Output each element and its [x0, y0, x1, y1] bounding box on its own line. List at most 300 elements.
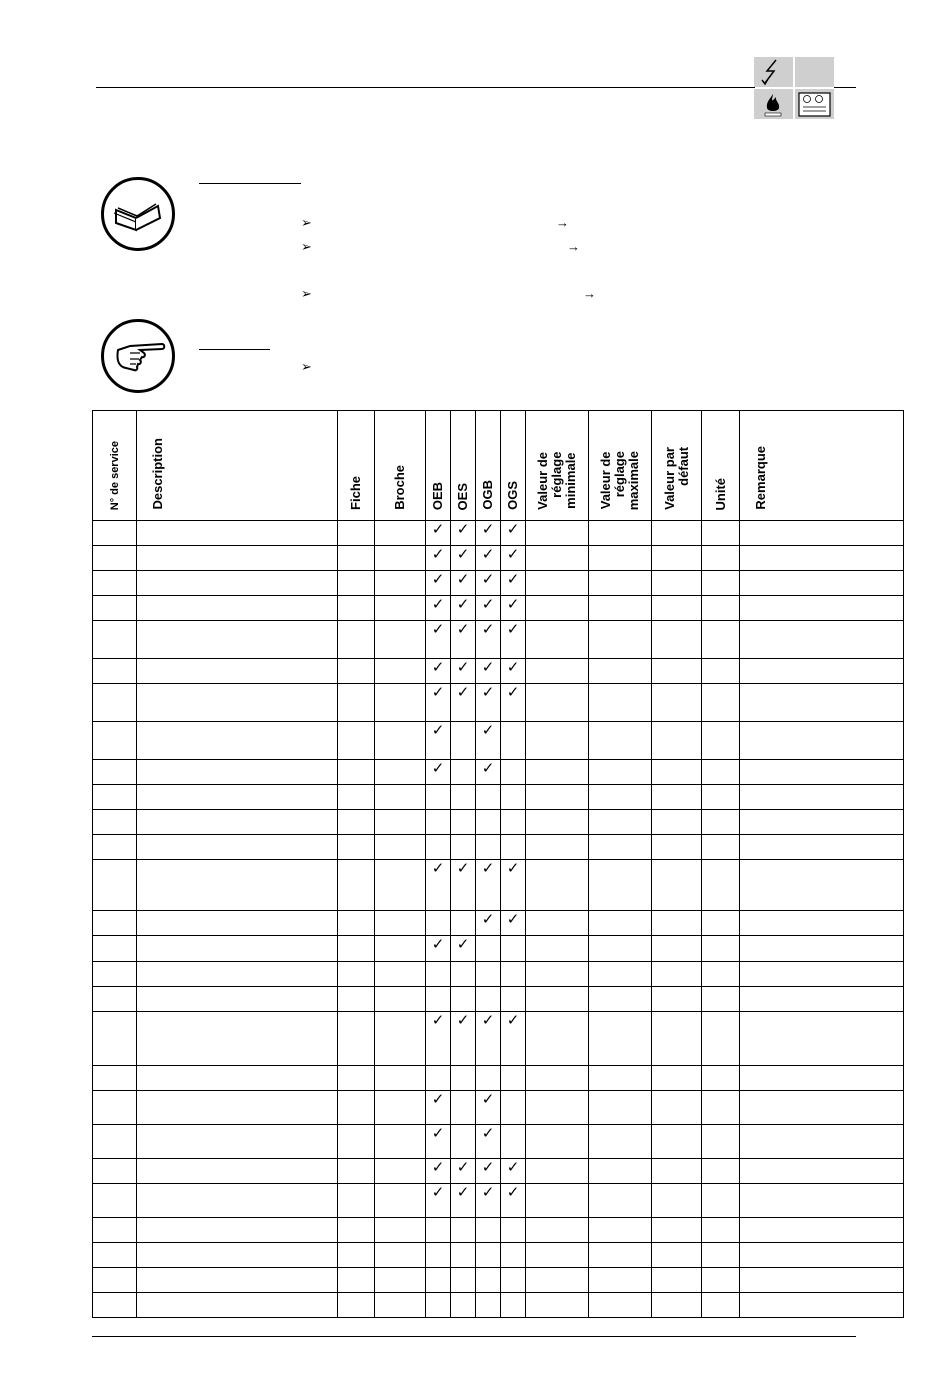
cell-description	[137, 571, 338, 596]
cell-broche	[375, 810, 426, 835]
cell-broche	[375, 911, 426, 936]
check-mark-icon: ✓	[506, 659, 520, 676]
cell-default	[652, 1218, 702, 1243]
cell-default	[652, 810, 702, 835]
cell-oeb	[426, 785, 451, 810]
cell-remark	[740, 835, 904, 860]
cell-ogb	[476, 521, 501, 546]
cell-service-no	[93, 1243, 137, 1268]
cell-unit	[702, 1091, 740, 1125]
cell-service-no	[93, 1012, 137, 1066]
col-ogs: OGS	[501, 411, 526, 521]
cell-oeb	[426, 860, 451, 911]
cell-unit	[702, 596, 740, 621]
cell-unit	[702, 546, 740, 571]
cell-max	[589, 810, 652, 835]
cell-broche	[375, 1268, 426, 1293]
cell-remark	[740, 1125, 904, 1159]
cell-ogs	[501, 571, 526, 596]
check-mark-icon: ✓	[456, 546, 470, 563]
cell-service-no	[93, 546, 137, 571]
cell-max	[589, 987, 652, 1012]
check-mark-icon: ✓	[506, 1012, 520, 1029]
cell-ogs	[501, 1012, 526, 1066]
check-mark-icon: ✓	[456, 1159, 470, 1176]
cell-default	[652, 760, 702, 785]
cell-broche	[375, 621, 426, 659]
cell-description	[137, 596, 338, 621]
cell-fiche	[338, 1218, 375, 1243]
cell-max	[589, 722, 652, 760]
cell-service-no	[93, 1293, 137, 1318]
cell-max	[589, 1268, 652, 1293]
cell-oes	[451, 911, 476, 936]
cell-description	[137, 810, 338, 835]
cell-ogb	[476, 860, 501, 911]
cell-remark	[740, 1243, 904, 1268]
cell-broche	[375, 987, 426, 1012]
cell-unit	[702, 1218, 740, 1243]
cell-broche	[375, 1091, 426, 1125]
cell-ogs	[501, 521, 526, 546]
cell-oeb	[426, 1243, 451, 1268]
cell-default	[652, 571, 702, 596]
cell-broche	[375, 1125, 426, 1159]
check-mark-icon: ✓	[431, 1012, 445, 1029]
cell-max	[589, 684, 652, 722]
cell-unit	[702, 1268, 740, 1293]
cell-ogb	[476, 1184, 501, 1218]
cell-service-no	[93, 760, 137, 785]
cell-description	[137, 1268, 338, 1293]
cell-ogb	[476, 911, 501, 936]
cell-description	[137, 987, 338, 1012]
cell-ogb	[476, 1218, 501, 1243]
check-mark-icon: ✓	[431, 860, 445, 877]
check-mark-icon: ✓	[506, 521, 520, 538]
cell-ogs	[501, 962, 526, 987]
table-row	[93, 911, 904, 936]
cell-ogs	[501, 911, 526, 936]
cell-broche	[375, 521, 426, 546]
cell-broche	[375, 785, 426, 810]
note-bullet-3: ➢	[301, 286, 312, 301]
cell-oeb	[426, 546, 451, 571]
control-panel-icon	[795, 89, 834, 119]
cell-ogb	[476, 1012, 501, 1066]
table-row	[93, 621, 904, 659]
cell-min	[526, 521, 589, 546]
cell-broche	[375, 596, 426, 621]
cell-min	[526, 1091, 589, 1125]
cell-oes	[451, 760, 476, 785]
cell-oes	[451, 835, 476, 860]
check-mark-icon: ✓	[506, 684, 520, 701]
cell-ogs	[501, 1184, 526, 1218]
blank-pictogram-cell	[795, 57, 834, 87]
check-mark-icon: ✓	[481, 1125, 495, 1142]
table-row	[93, 936, 904, 962]
cell-ogs	[501, 1243, 526, 1268]
cell-ogb	[476, 659, 501, 684]
col-broche: Broche	[375, 411, 426, 521]
cell-remark	[740, 962, 904, 987]
cell-min	[526, 1243, 589, 1268]
open-book-icon	[101, 177, 175, 251]
cell-oeb	[426, 521, 451, 546]
cell-broche	[375, 1159, 426, 1184]
cell-unit	[702, 684, 740, 722]
check-mark-icon: ✓	[456, 1184, 470, 1201]
cell-oes	[451, 1066, 476, 1091]
cell-service-no	[93, 1066, 137, 1091]
cell-ogb	[476, 684, 501, 722]
col-remark: Remarque	[740, 411, 904, 521]
check-mark-icon: ✓	[481, 546, 495, 563]
table-row	[93, 1293, 904, 1318]
table-row	[93, 1184, 904, 1218]
cell-min	[526, 962, 589, 987]
cell-description	[137, 546, 338, 571]
note-bullet-2: ➢	[301, 239, 312, 254]
check-mark-icon: ✓	[481, 1184, 495, 1201]
cell-ogs	[501, 1091, 526, 1125]
cell-service-no	[93, 521, 137, 546]
cell-unit	[702, 1293, 740, 1318]
cell-fiche	[338, 1243, 375, 1268]
cell-fiche	[338, 1159, 375, 1184]
table-row	[93, 521, 904, 546]
col-fiche: Fiche	[338, 411, 375, 521]
cell-remark	[740, 987, 904, 1012]
cell-default	[652, 936, 702, 962]
cell-ogb	[476, 1066, 501, 1091]
cell-ogs	[501, 546, 526, 571]
cell-default	[652, 1125, 702, 1159]
cell-fiche	[338, 835, 375, 860]
cell-ogs	[501, 684, 526, 722]
cell-min	[526, 1012, 589, 1066]
table-row	[93, 571, 904, 596]
cell-default	[652, 911, 702, 936]
check-mark-icon: ✓	[431, 546, 445, 563]
cell-ogb	[476, 1293, 501, 1318]
check-mark-icon: ✓	[481, 1091, 495, 1108]
cell-oeb	[426, 1091, 451, 1125]
cell-broche	[375, 962, 426, 987]
cell-service-no	[93, 810, 137, 835]
cell-min	[526, 810, 589, 835]
cell-remark	[740, 659, 904, 684]
cell-oeb	[426, 936, 451, 962]
cell-ogb	[476, 596, 501, 621]
check-mark-icon: ✓	[506, 860, 520, 877]
check-mark-icon: ✓	[431, 571, 445, 588]
cell-ogb	[476, 962, 501, 987]
cell-remark	[740, 1184, 904, 1218]
cell-remark	[740, 785, 904, 810]
cell-broche	[375, 546, 426, 571]
cell-fiche	[338, 546, 375, 571]
col-service-no: N° de service	[93, 411, 137, 521]
cell-service-no	[93, 936, 137, 962]
table-row	[93, 1243, 904, 1268]
cell-max	[589, 1293, 652, 1318]
flame-icon	[754, 89, 793, 119]
cell-min	[526, 1268, 589, 1293]
cell-unit	[702, 810, 740, 835]
cell-ogb	[476, 835, 501, 860]
cell-min	[526, 596, 589, 621]
cell-default	[652, 1268, 702, 1293]
cell-oeb	[426, 835, 451, 860]
cell-min	[526, 1293, 589, 1318]
check-mark-icon: ✓	[431, 621, 445, 638]
table-row	[93, 1218, 904, 1243]
note-heading-underline	[199, 183, 301, 184]
cell-remark	[740, 621, 904, 659]
cell-min	[526, 987, 589, 1012]
cell-max	[589, 621, 652, 659]
cell-ogb	[476, 722, 501, 760]
cell-oeb	[426, 987, 451, 1012]
cell-remark	[740, 1012, 904, 1066]
cell-fiche	[338, 936, 375, 962]
cell-min	[526, 684, 589, 722]
cell-oes	[451, 962, 476, 987]
table-row	[93, 810, 904, 835]
cell-default	[652, 596, 702, 621]
cell-oeb	[426, 684, 451, 722]
cell-description	[137, 860, 338, 911]
footer-rule	[92, 1336, 856, 1337]
cell-broche	[375, 936, 426, 962]
cell-oes	[451, 1268, 476, 1293]
cell-fiche	[338, 962, 375, 987]
check-mark-icon: ✓	[456, 596, 470, 613]
cell-default	[652, 546, 702, 571]
cell-description	[137, 1184, 338, 1218]
check-mark-icon: ✓	[431, 684, 445, 701]
cell-description	[137, 621, 338, 659]
cell-ogb	[476, 1159, 501, 1184]
header-rule	[96, 87, 755, 88]
cell-ogb	[476, 546, 501, 571]
cell-oes	[451, 1159, 476, 1184]
check-mark-icon: ✓	[431, 659, 445, 676]
check-mark-icon: ✓	[481, 521, 495, 538]
cell-min	[526, 835, 589, 860]
cell-oes	[451, 596, 476, 621]
cell-min	[526, 911, 589, 936]
cell-default	[652, 860, 702, 911]
cell-ogs	[501, 722, 526, 760]
cell-oes	[451, 1125, 476, 1159]
cell-max	[589, 962, 652, 987]
cell-ogb	[476, 1243, 501, 1268]
cell-remark	[740, 936, 904, 962]
cell-unit	[702, 936, 740, 962]
check-mark-icon: ✓	[481, 1159, 495, 1176]
cell-oeb	[426, 962, 451, 987]
cell-oeb	[426, 722, 451, 760]
cell-ogs	[501, 936, 526, 962]
cell-fiche	[338, 1268, 375, 1293]
cell-oeb	[426, 1268, 451, 1293]
service-parameter-table	[92, 410, 904, 1318]
check-mark-icon: ✓	[456, 659, 470, 676]
cell-min	[526, 571, 589, 596]
col-description: Description	[137, 411, 338, 521]
cell-ogs	[501, 621, 526, 659]
cell-service-no	[93, 962, 137, 987]
cell-description	[137, 785, 338, 810]
cell-oes	[451, 1218, 476, 1243]
cell-unit	[702, 1159, 740, 1184]
cell-broche	[375, 1218, 426, 1243]
check-mark-icon: ✓	[431, 1159, 445, 1176]
cell-min	[526, 936, 589, 962]
note-arrow-1: →	[556, 215, 569, 230]
cell-min	[526, 621, 589, 659]
cell-unit	[702, 571, 740, 596]
cell-remark	[740, 1218, 904, 1243]
check-mark-icon: ✓	[431, 521, 445, 538]
cell-oeb	[426, 1066, 451, 1091]
cell-oes	[451, 521, 476, 546]
cell-broche	[375, 1184, 426, 1218]
cell-default	[652, 962, 702, 987]
check-mark-icon: ✓	[456, 521, 470, 538]
cell-max	[589, 1243, 652, 1268]
cell-service-no	[93, 835, 137, 860]
cell-min	[526, 722, 589, 760]
cell-ogb	[476, 785, 501, 810]
cell-remark	[740, 1091, 904, 1125]
cell-unit	[702, 659, 740, 684]
cell-oeb	[426, 1184, 451, 1218]
table-body	[93, 521, 904, 1318]
cell-unit	[702, 962, 740, 987]
check-mark-icon: ✓	[431, 1125, 445, 1142]
cell-min	[526, 659, 589, 684]
table-row	[93, 596, 904, 621]
cell-ogs	[501, 659, 526, 684]
cell-service-no	[93, 722, 137, 760]
cell-unit	[702, 621, 740, 659]
cell-broche	[375, 835, 426, 860]
cell-oes	[451, 1012, 476, 1066]
cell-min	[526, 1218, 589, 1243]
cell-description	[137, 521, 338, 546]
check-mark-icon: ✓	[431, 722, 445, 739]
cell-service-no	[93, 911, 137, 936]
cell-unit	[702, 860, 740, 911]
cell-ogs	[501, 1268, 526, 1293]
product-pictogram	[754, 57, 834, 119]
cell-oes	[451, 987, 476, 1012]
cell-unit	[702, 760, 740, 785]
cell-remark	[740, 722, 904, 760]
cell-remark	[740, 1066, 904, 1091]
cell-default	[652, 1184, 702, 1218]
cell-fiche	[338, 722, 375, 760]
cell-oeb	[426, 596, 451, 621]
check-mark-icon: ✓	[506, 1159, 520, 1176]
pointing-hand-icon	[101, 319, 175, 393]
cell-description	[137, 1293, 338, 1318]
cell-fiche	[338, 1012, 375, 1066]
cell-max	[589, 1091, 652, 1125]
cell-oeb	[426, 1293, 451, 1318]
cell-default	[652, 1293, 702, 1318]
cell-unit	[702, 785, 740, 810]
cell-remark	[740, 1293, 904, 1318]
col-oes: OES	[451, 411, 476, 521]
cell-default	[652, 1091, 702, 1125]
cell-oes	[451, 684, 476, 722]
cell-min	[526, 760, 589, 785]
cell-ogb	[476, 760, 501, 785]
check-mark-icon: ✓	[431, 1184, 445, 1201]
cell-service-no	[93, 1159, 137, 1184]
check-mark-icon: ✓	[481, 911, 495, 928]
cell-service-no	[93, 684, 137, 722]
check-mark-icon: ✓	[506, 571, 520, 588]
check-mark-icon: ✓	[431, 936, 445, 953]
cell-fiche	[338, 684, 375, 722]
cell-fiche	[338, 810, 375, 835]
cell-min	[526, 860, 589, 911]
cell-remark	[740, 571, 904, 596]
check-mark-icon: ✓	[456, 860, 470, 877]
table-row	[93, 987, 904, 1012]
table-row	[93, 962, 904, 987]
cell-max	[589, 521, 652, 546]
cell-fiche	[338, 571, 375, 596]
cell-service-no	[93, 571, 137, 596]
cell-ogs	[501, 1293, 526, 1318]
cell-max	[589, 1125, 652, 1159]
cell-fiche	[338, 1091, 375, 1125]
cell-max	[589, 785, 652, 810]
cell-fiche	[338, 596, 375, 621]
cell-max	[589, 936, 652, 962]
col-ogb: OGB	[476, 411, 501, 521]
cell-remark	[740, 810, 904, 835]
hint-bullet-1: ➢	[301, 359, 312, 374]
cell-oes	[451, 659, 476, 684]
table-row	[93, 1012, 904, 1066]
col-default-value: Valeur par défaut	[652, 411, 702, 521]
cell-oes	[451, 936, 476, 962]
cell-ogs	[501, 785, 526, 810]
cell-broche	[375, 860, 426, 911]
cell-default	[652, 722, 702, 760]
cell-service-no	[93, 621, 137, 659]
check-mark-icon: ✓	[506, 596, 520, 613]
cell-max	[589, 1184, 652, 1218]
cell-oeb	[426, 621, 451, 659]
cell-max	[589, 596, 652, 621]
col-min-value: Valeur de réglage minimale	[526, 411, 589, 521]
table-row	[93, 546, 904, 571]
cell-max	[589, 1159, 652, 1184]
cell-description	[137, 659, 338, 684]
cell-description	[137, 760, 338, 785]
cell-unit	[702, 1012, 740, 1066]
cell-min	[526, 1159, 589, 1184]
